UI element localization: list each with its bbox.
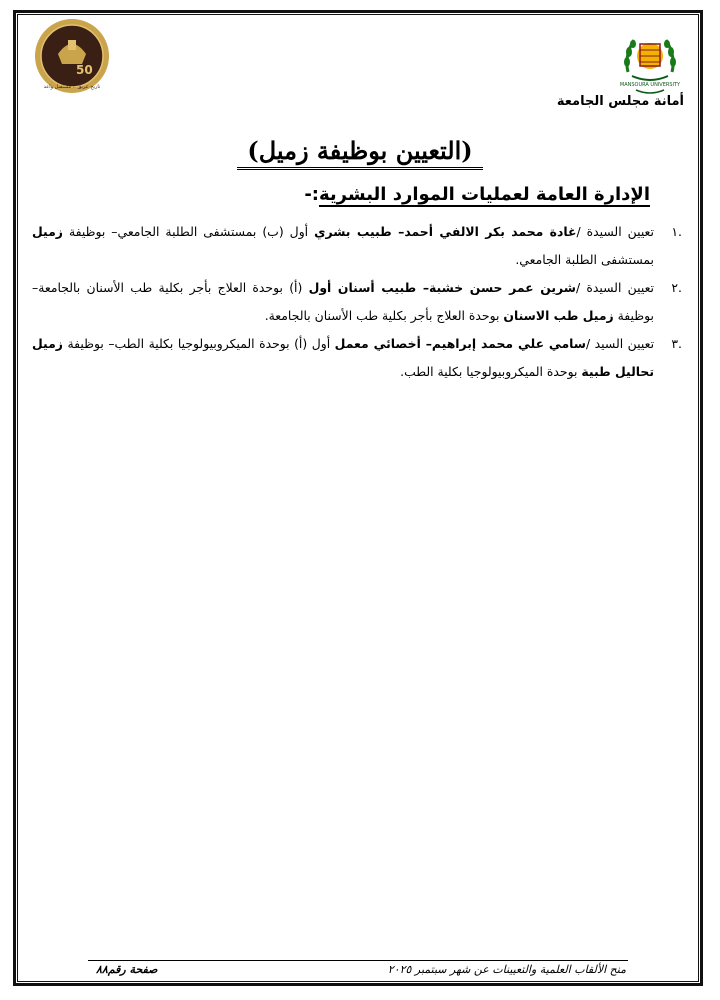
list-item: .٣ تعيين السيد /سامي علي محمد إبراهيم– أخصائي معمل أول (أ) بوحدة الميكروبيولوجيا بكلية الطب– بوظيفة زميل تحاليل طبية بوحدة الميكروبيولوجيا بكلية الطب.: [32, 336, 682, 379]
footer-divider: [88, 960, 628, 961]
svg-text:50: 50: [76, 63, 93, 77]
mansoura-university-logo: [614, 26, 686, 98]
page-number: صفحة رقم٨٨: [96, 963, 158, 976]
page-title: (التعيين بوظيفة زميل): [0, 136, 720, 165]
list-item: .١ تعيين السيدة /غادة محمد بكر الالفي أحمد– طبيب بشري أول (ب) بمستشفى الطلبة الجامعي– بوظيفة زميل بمستشفى الطلبة الجامعي.: [32, 224, 682, 267]
list-item: .٢ تعيين السيدة /شرين عمر حسن خشبة– طبيب أسنان أول (أ) بوحدة العلاج بأجر بكلية طب الأسنان بالجامعة– بوظيفة زميل طب الاسنان بوحدة العلاج بأجر بكلية طب الأسنان بالجامعة.: [32, 280, 682, 323]
page-footer: [96, 963, 626, 976]
footer-caption: منح الألقاب العلمية والتعيينات عن شهر سبتمبر ٢٠٢٥: [387, 963, 626, 976]
section-heading: الإدارة العامة لعمليات الموارد البشرية:-: [304, 184, 650, 205]
svg-text:MANSOURA UNIVERSITY: MANSOURA UNIVERSITY: [619, 82, 681, 88]
svg-text:تاريخ عريق .. مستقبل واعد: تاريخ عريق .. مستقبل واعد: [43, 84, 101, 90]
university-council-label: أمانة مجلس الجامعة: [556, 94, 684, 109]
university-50-anniversary-logo: [32, 16, 112, 96]
appointments-list: [32, 218, 682, 386]
